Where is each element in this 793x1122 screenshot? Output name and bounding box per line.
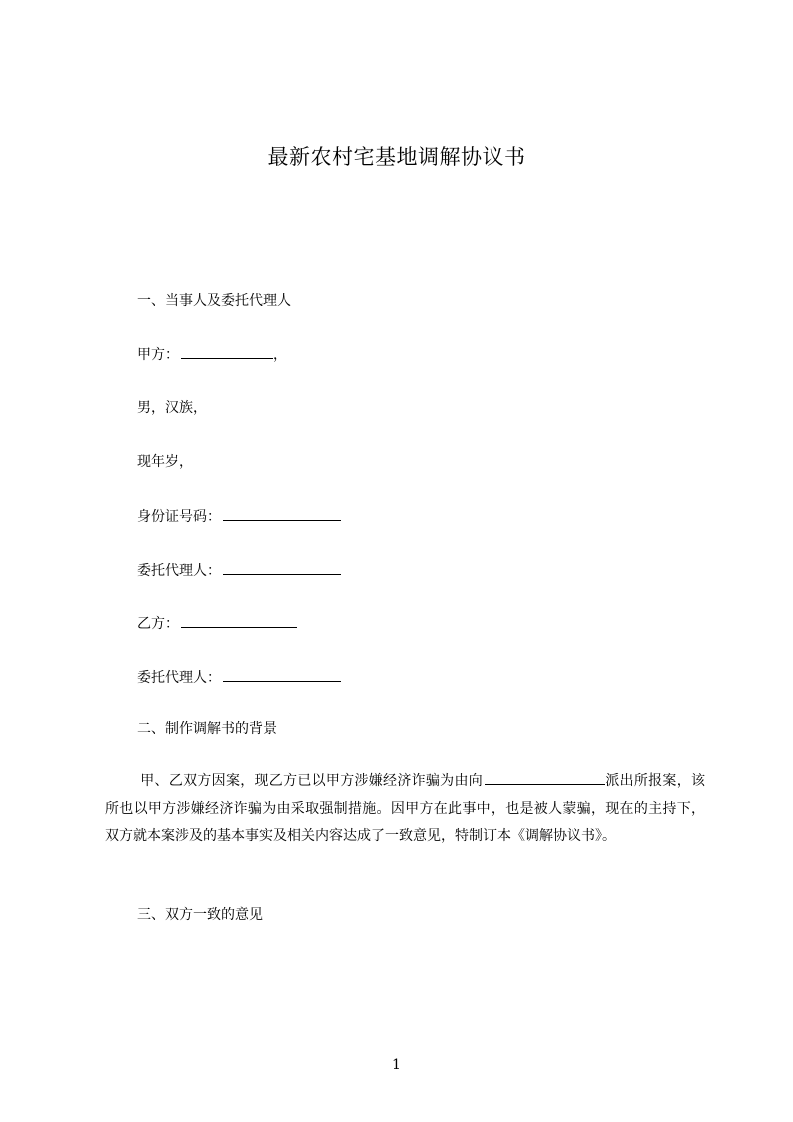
agent-a-blank (223, 560, 341, 575)
section2-heading: 二、制作调解书的背景 (137, 721, 277, 737)
party-b-line (137, 613, 297, 634)
agent-b-blank (223, 667, 341, 682)
party-a-age: 现年岁， (137, 454, 193, 470)
party-b-label: 乙方： (137, 616, 179, 632)
party-a-line (137, 344, 287, 365)
party-b-blank (181, 613, 297, 628)
party-a-label: 甲方： (137, 347, 179, 363)
document-title: 最新农村宅基地调解协议书 (267, 145, 526, 169)
page-number: 1 (392, 1057, 401, 1073)
agent-b-label: 委托代理人： (137, 670, 221, 686)
party-a-blank (181, 344, 273, 359)
id-number-line (137, 506, 341, 527)
section3-heading: 三、双方一致的意见 (137, 907, 263, 923)
background-paragraph (105, 768, 705, 851)
id-number-blank (223, 506, 341, 521)
agent-a-line (137, 560, 341, 581)
background-part1: 甲、乙双方因案，现乙方已以甲方涉嫌经济诈骗为由向 (140, 773, 484, 789)
party-a-tail: ， (273, 347, 287, 363)
section1-heading: 一、当事人及委托代理人 (137, 293, 291, 309)
id-number-label: 身份证号码： (137, 509, 221, 525)
agent-b-line (137, 667, 341, 688)
party-a-gender-ethnicity: 男，汉族， (137, 400, 207, 416)
agent-a-label: 委托代理人： (137, 563, 221, 579)
background-part2: 派出所报案，该所也以甲方涉嫌经济诈骗为由采取强制措施。因甲方在此事中，也是被人蒙骗，现在的主持下，双方就本案涉及的基本事实及相关内容达成了一致意见，特制订本《调解协议书》。 (105, 773, 705, 844)
police-station-blank (485, 770, 605, 785)
